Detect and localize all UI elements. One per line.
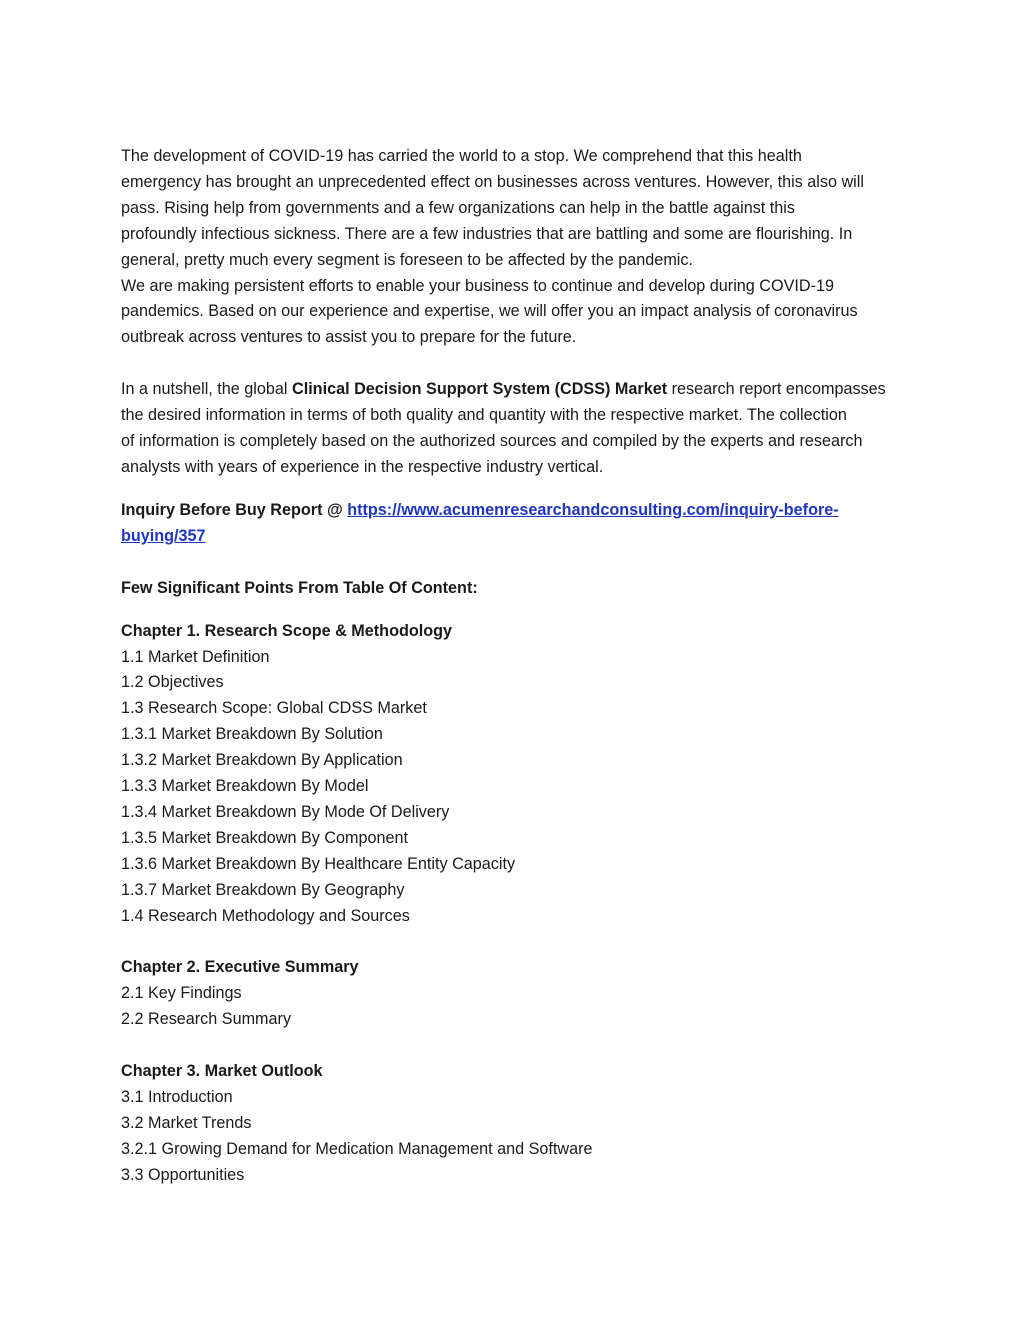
inquiry-line-2 — [121, 524, 911, 550]
toc-item: 2.2 Research Summary — [121, 1010, 292, 1029]
toc-item: 3.2.1 Growing Demand for Medication Management and Software — [121, 1139, 593, 1158]
nutshell-prefix: In a nutshell, the global — [121, 380, 292, 399]
nutshell-suffix: research report encompasses — [667, 380, 886, 399]
nutshell-line: the desired information in terms of both quality and quantity with the respective market. The collection — [121, 406, 847, 425]
toc-item: 1.3.3 Market Breakdown By Model — [121, 777, 369, 796]
chapter-3 — [121, 1059, 911, 1189]
toc-item: 1.3 Research Scope: Global CDSS Market — [121, 699, 427, 718]
intro-line: pass. Rising help from governments and a few organizations can help in the battle against this — [121, 198, 795, 217]
intro-line: profoundly infectious sickness. There are a few industries that are battling and some are flourishing. In — [121, 224, 853, 243]
toc-item: 1.3.5 Market Breakdown By Component — [121, 828, 409, 847]
inquiry-link-continued[interactable]: buying/357 — [121, 526, 206, 545]
toc-item: 1.3.1 Market Breakdown By Solution — [121, 725, 383, 744]
intro-line: pandemics. Based on our experience and expertise, we will offer you an impact analysis of coronavirus — [121, 302, 858, 321]
intro-line: outbreak across ventures to assist you to prepare for the future. — [121, 328, 577, 347]
toc-item: 2.1 Key Findings — [121, 984, 242, 1003]
nutshell-line: of information is completely based on the authorized sources and compiled by the experts and research — [121, 432, 863, 451]
chapter-title: Chapter 1. Research Scope & Methodology — [121, 621, 453, 640]
toc-item: 1.3.6 Market Breakdown By Healthcare Entity Capacity — [121, 854, 516, 873]
intro-line: emergency has brought an unprecedented effect on businesses across ventures. However, this also will — [121, 172, 864, 191]
intro-line: general, pretty much every segment is foreseen to be affected by the pandemic. — [121, 250, 693, 269]
inquiry-block — [121, 498, 911, 550]
chapter-1 — [121, 619, 911, 930]
toc-item: 1.3.2 Market Breakdown By Application — [121, 751, 403, 770]
toc-item: 3.2 Market Trends — [121, 1114, 252, 1132]
chapter-title: Chapter 3. Market Outlook — [121, 1062, 323, 1081]
inquiry-line — [121, 498, 911, 524]
toc-item: 1.2 Objectives — [121, 673, 224, 692]
inquiry-label: Inquiry Before Buy Report @ — [121, 500, 348, 519]
toc-item: 1.1 Market Definition — [121, 647, 270, 666]
intro-line: We are making persistent efforts to enable your business to continue and develop during COVID-19 — [121, 276, 834, 295]
toc-item: 1.3.4 Market Breakdown By Mode Of Delivery — [121, 802, 450, 821]
toc-item: 3.1 Introduction — [121, 1088, 233, 1107]
toc-item: 1.3.7 Market Breakdown By Geography — [121, 880, 405, 899]
nutshell-first-line — [121, 377, 911, 403]
nutshell-line: analysts with years of experience in the respective industry vertical. — [121, 457, 604, 476]
chapter-title: Chapter 2. Executive Summary — [121, 958, 359, 977]
chapter-2 — [121, 955, 911, 1033]
toc-item: 3.3 Opportunities — [121, 1165, 245, 1184]
toc-item: 1.4 Research Methodology and Sources — [121, 906, 410, 925]
inquiry-link[interactable]: https://www.acumenresearchandconsulting.com/inquiry-before- — [347, 500, 839, 519]
nutshell-paragraph — [121, 377, 911, 481]
intro-paragraph — [121, 144, 911, 351]
document-page — [121, 144, 911, 1189]
toc-heading: Few Significant Points From Table Of Content: — [121, 578, 478, 597]
intro-line: The development of COVID-19 has carried the world to a stop. We comprehend that this health — [121, 147, 802, 165]
market-name: Clinical Decision Support System (CDSS) Market — [292, 380, 668, 399]
